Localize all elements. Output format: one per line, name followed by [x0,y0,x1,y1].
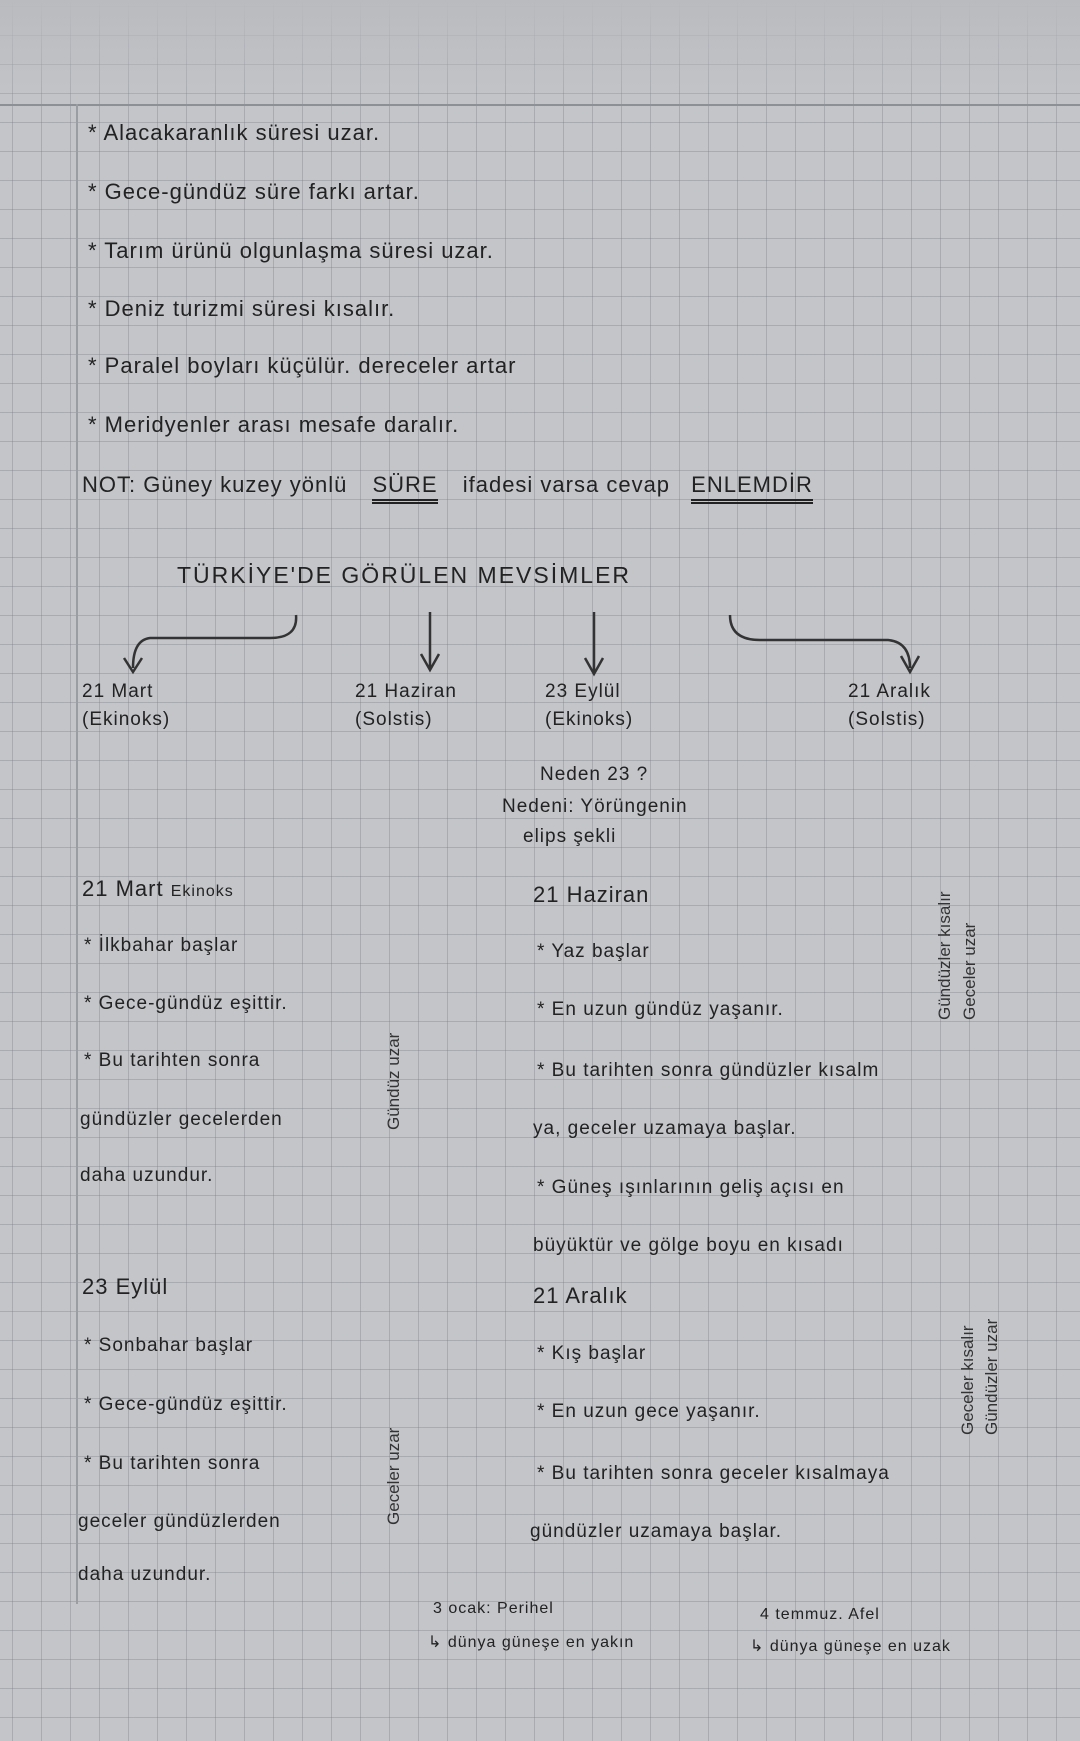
arrow-eylul [585,612,603,674]
footer-perihel-desc: ↳ dünya güneşe en yakın [428,1634,635,1651]
haziran-heading: 21 Haziran [533,882,650,907]
bullet: * Deniz turizmi süresi kısalır. [88,296,396,321]
footer-afel-desc: ↳ dünya güneşe en uzak [750,1638,951,1655]
note-prefix: NOT: Güney kuzey yönlü [82,472,348,497]
mart-side-note: Gündüz uzar [384,1032,403,1130]
arrow-mart [124,615,296,672]
mart-line: gündüzler gecelerden [80,1109,283,1130]
eylul-line: * Sonbahar başlar [84,1335,254,1356]
why-answer-2: elips şekli [523,826,617,847]
bullet: * Tarım ürünü olgunlaşma süresi uzar. [88,238,494,263]
aralik-line: gündüzler uzamaya başlar. [530,1521,783,1542]
aralik-heading: 21 Aralık [533,1283,628,1308]
haziran-side-note-1: Gündüzler kısalır [935,891,954,1020]
aralik-line: * En uzun gece yaşanır. [537,1401,761,1422]
haziran-side-note-2: Geceler uzar [960,922,979,1020]
mart-line: daha uzundur. [80,1165,214,1186]
eylul-heading: 23 Eylül [82,1274,169,1299]
bullet: * Alacakaranlık süresi uzar. [88,120,381,145]
heading-sub: Ekinoks [170,883,234,900]
note-answer: ENLEMDİR [691,472,813,504]
aralik-side-note-2: Gündüzler uzar [982,1318,1001,1435]
date-label: 21 Mart [82,681,154,702]
why-question: Neden 23 ? [540,764,649,785]
arrow-haziran [421,612,439,670]
date-type: (Ekinoks) [82,709,171,730]
diagram-title: TÜRKİYE'DE GÖRÜLEN MEVSİMLER [177,562,632,588]
date-label: 21 Haziran [355,681,457,702]
footer-afel: 4 temmuz. Afel [760,1606,880,1623]
mart-line: * Bu tarihten sonra [84,1050,261,1071]
bullet: * Paralel boyları küçülür. dereceler artar [88,353,517,378]
bullet: * Gece-gündüz süre farkı artar. [88,179,420,204]
why-answer: Nedeni: Yörüngenin [502,796,688,817]
date-type: (Solstis) [355,709,433,730]
note-keyword: SÜRE [372,472,437,504]
haziran-line: * Yaz başlar [537,941,650,962]
date-haziran [355,678,457,734]
eylul-line: daha uzundur. [78,1564,212,1585]
arrow-aralik [730,615,919,672]
haziran-line: * Bu tarihten sonra gündüzler kısalm [537,1060,880,1081]
heading-date: 21 Mart [82,876,164,901]
haziran-line: * En uzun gündüz yaşanır. [537,999,784,1020]
eylul-line: geceler gündüzlerden [78,1511,281,1532]
haziran-line: ya, geceler uzamaya başlar. [533,1118,797,1139]
footer-perihel: 3 ocak: Perihel [433,1600,554,1617]
aralik-side-note-1: Geceler kısalır [958,1325,977,1435]
date-label: 23 Eylül [545,681,621,702]
haziran-line: büyüktür ve gölge boyu en kısadı [533,1235,844,1256]
eylul-line: * Bu tarihten sonra [84,1453,261,1474]
date-eylul [545,678,633,734]
mart-line: * İlkbahar başlar [84,935,239,956]
note-middle: ifadesi varsa cevap [462,472,671,497]
date-mart [82,678,170,734]
date-aralik [848,678,931,734]
aralik-line: * Bu tarihten sonra geceler kısalmaya [537,1463,890,1484]
date-type: (Ekinoks) [545,709,634,730]
mart-line: * Gece-gündüz eşittir. [84,993,288,1014]
bullet: * Meridyenler arası mesafe daralır. [88,412,460,437]
mart-heading [82,876,234,902]
date-label: 21 Aralık [848,681,931,702]
eylul-side-note: Geceler uzar [384,1427,403,1525]
eylul-line: * Gece-gündüz eşittir. [84,1394,288,1415]
date-type: (Solstis) [848,709,926,730]
haziran-line: * Güneş ışınlarının geliş açısı en [537,1177,845,1198]
aralik-line: * Kış başlar [537,1343,647,1364]
